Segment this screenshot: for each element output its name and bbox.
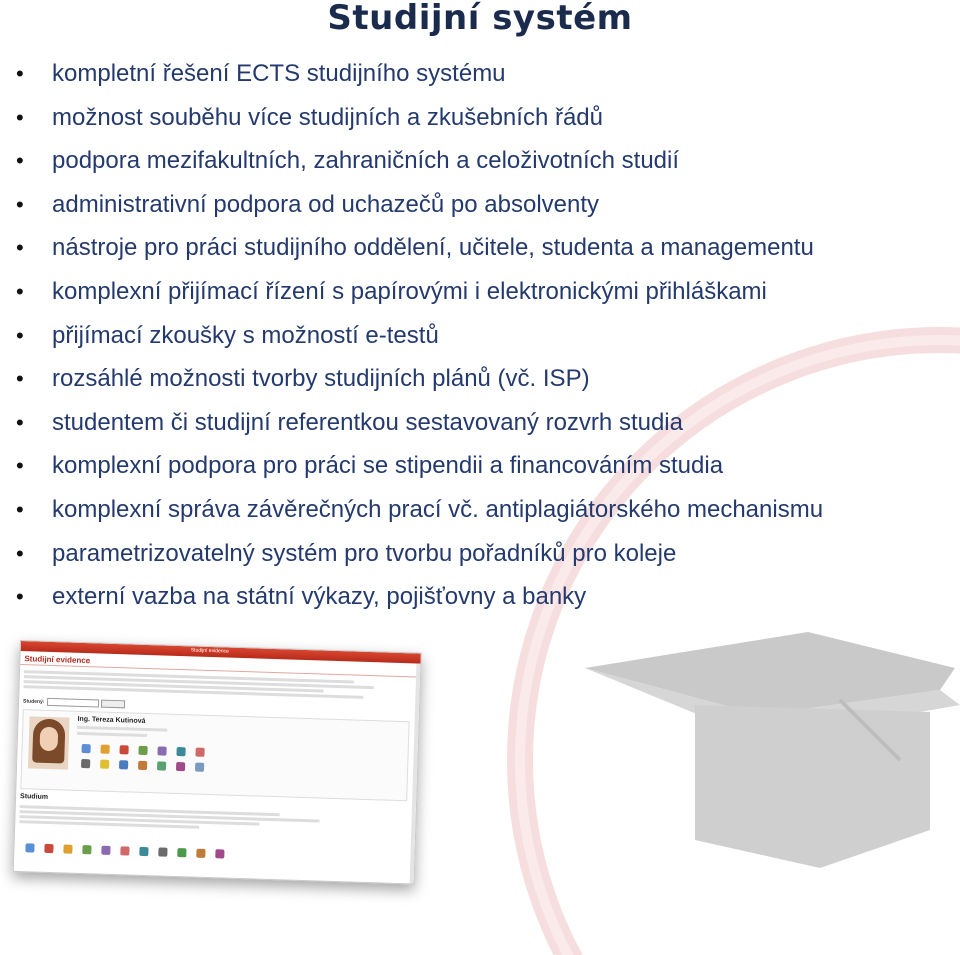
feature-list: [0, 52, 960, 619]
feature-item: • parametrizovatelný systém pro tvorbu pořadníků pro koleje: [0, 532, 960, 576]
graduation-cap-icon: [585, 632, 960, 868]
feature-item: • studentem či studijní referentkou sestavovaný rozvrh studia: [0, 401, 960, 445]
feature-item: • komplexní přijímací řízení s papírovými i elektronickými přihláškami: [0, 270, 960, 314]
screenshot-student-label: Studený:: [22, 698, 45, 706]
page-title: Studijní systém: [327, 0, 633, 38]
feature-item: • podpora mezifakultních, zahraničních a celoživotních studií: [0, 139, 960, 183]
screenshot-window-title: Studijní evidence: [190, 647, 229, 655]
screenshot-student-card: [20, 709, 409, 801]
screenshot-student-field: [23, 697, 126, 708]
screenshot-icon-row: [76, 742, 210, 776]
screenshot-section-title: Studium: [19, 793, 49, 801]
feature-item: • rozsáhlé možnosti tvorby studijních plánů (vč. ISP): [0, 357, 960, 401]
feature-item: • externí vazba na státní výkazy, pojišťovny a banky: [0, 575, 960, 619]
feature-item: • kompletní řešení ECTS studijního systému: [0, 52, 960, 96]
screenshot-person-name: Ing. Tereza Kutinová: [77, 715, 146, 725]
feature-item: • komplexní správa závěrečných prací vč. antiplagiátorského mechanismu: [0, 488, 960, 532]
feature-item: • nástroje pro práci studijního oddělení, učitele, studenta a managementu: [0, 226, 960, 270]
feature-item: • možnost souběhu více studijních a zkušebních řádů: [0, 96, 960, 140]
screenshot-bottom-icons: [20, 841, 229, 863]
feature-item: • přijímací zkoušky s možností e-testů: [0, 314, 960, 358]
feature-item: • komplexní podpora pro práci se stipendii a financováním studia: [0, 444, 960, 488]
feature-item: • administrativní podpora od uchazečů po absolventy: [0, 183, 960, 227]
screenshot-section-lines: [15, 803, 324, 835]
screenshot-heading: Studijní evidence: [20, 651, 420, 678]
student-photo: [28, 716, 70, 769]
app-screenshot: [13, 640, 422, 885]
